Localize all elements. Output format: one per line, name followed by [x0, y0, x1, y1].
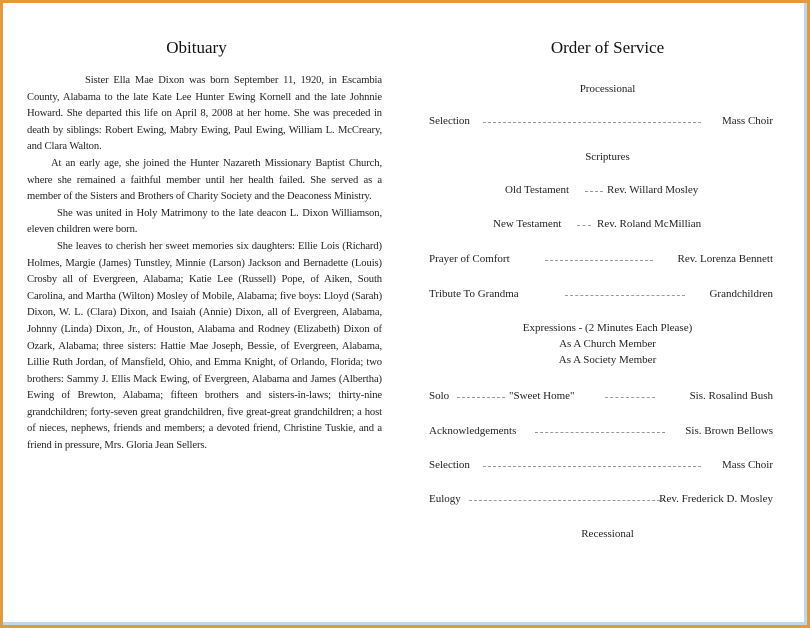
solo-song: "Sweet Home" — [509, 390, 575, 402]
leader-dashes — [605, 397, 655, 398]
expressions-society-member: As A Society Member — [558, 354, 657, 366]
leader-dashes — [565, 295, 685, 296]
acknowledgements-reader: Sis. Brown Bellows — [685, 425, 773, 437]
eulogy-label: Eulogy — [429, 493, 461, 505]
solo-performer: Sis. Rosalind Bush — [689, 390, 773, 402]
leader-dashes — [483, 122, 701, 123]
obituary-paragraph: Sister Ella Mae Dixon was born September 11, 1920, in Escambia County, Alabama to the late Kate Lee Hunter Ewing Kornell and the late Johnnie Howard. She departed this life on April 8, 2008 at her home. She was preceded in death by siblings: Robert Ewing, Mabry Ewing, Paul Ewing, William L. McCreary, and Clara Walton. — [27, 75, 382, 153]
order-of-service-page — [405, 0, 810, 628]
leader-dashes — [585, 191, 603, 192]
scriptures-heading: Scriptures — [585, 151, 630, 163]
old-testament-reader: Rev. Willard Mosley — [607, 184, 699, 196]
processional: Processional — [579, 83, 636, 95]
old-testament-label: Old Testament — [505, 184, 570, 196]
obituary-title: Obituary — [166, 38, 227, 57]
selection-performer: Mass Choir — [721, 115, 773, 127]
obituary-paragraph: At an early age, she joined the Hunter Nazareth Missionary Baptist Church, where she remained a faithful member until her health failed. She served as a member of the Sisters and Brothers of Charity Society and the Deaconess Ministry. — [27, 157, 382, 203]
obituary-paragraph: She leaves to cherish her sweet memories six daughters: Ellie Lois (Richard) Holmes, Margie (James) Tunstley, Minnie (Larson) Jackson and Bernadette (Louis) Crosby all of Evergreen, Alabama; Katie Lee (Russell) Pope, of Aiken, South Carolina, and Martha (Wilton) Mosley of Mobile, Alabama; five boys: Lloyd (Sarah) Dixon, W. L. (Clara) Dixon, and Isaiah (Annie) Dixon, all of Evergreen, Alabama, Johnny (Linda) Dixon, Jr., of Houston, Alabama and Rodney (Elizabeth) Dixon of Ozark, Alabama; three sisters: Hattie Mae Joseph, Bessie, of Evergreen, Alabama, Lillie Ruth Jordan, of Mansfield, Ohio, and Emma Knight, of Orlando, Florida; two brothers: Sammy J. Ellis Mack Ewing, of Evergreen, Alabama and James (Albertha) Ewing of Brewton, Alabama; fifteen brothers and sisters-in-laws; thirty-nine grandchildren; forty-seven great grandchildren, five great-great grandchildren; a host of nieces, nephews, friends and members; a devoted friend, Christine Tuskie, and a friend in pressure, Mrs. Gloria Jean Sellers. — [27, 240, 382, 452]
selection-label: Selection — [429, 115, 470, 127]
leader-dashes — [483, 466, 701, 467]
prayer-reader: Rev. Lorenza Bennett — [677, 253, 773, 265]
eulogy-reader: Rev. Frederick D. Mosley — [659, 493, 773, 505]
leader-dashes — [535, 432, 665, 433]
prayer-label: Prayer of Comfort — [429, 253, 510, 265]
expressions-heading: Expressions - (2 Minutes Each Please) — [522, 322, 693, 334]
solo-label: Solo — [429, 390, 450, 402]
new-testament-label: New Testament — [493, 218, 562, 230]
selection-performer: Mass Choir — [721, 459, 773, 471]
obituary-paragraph: She was united in Holy Matrimony to the late deacon L. Dixon Williamson, eleven children were born. — [27, 207, 382, 236]
recessional: Recessional — [581, 528, 634, 540]
selection-label: Selection — [429, 459, 470, 471]
leader-dashes — [457, 397, 505, 398]
leader-dashes — [545, 260, 653, 261]
obituary-text — [27, 73, 382, 455]
expressions-church-member: As A Church Member — [559, 338, 656, 350]
acknowledgements-label: Acknowledgements — [429, 425, 517, 437]
leader-dashes — [577, 225, 591, 226]
order-of-service-title: Order of Service — [550, 38, 665, 57]
leader-dashes — [469, 500, 665, 501]
new-testament-reader: Rev. Roland McMillian — [597, 218, 702, 230]
tribute-reader: Grandchildren — [709, 288, 773, 300]
tribute-label: Tribute To Grandma — [429, 288, 519, 300]
